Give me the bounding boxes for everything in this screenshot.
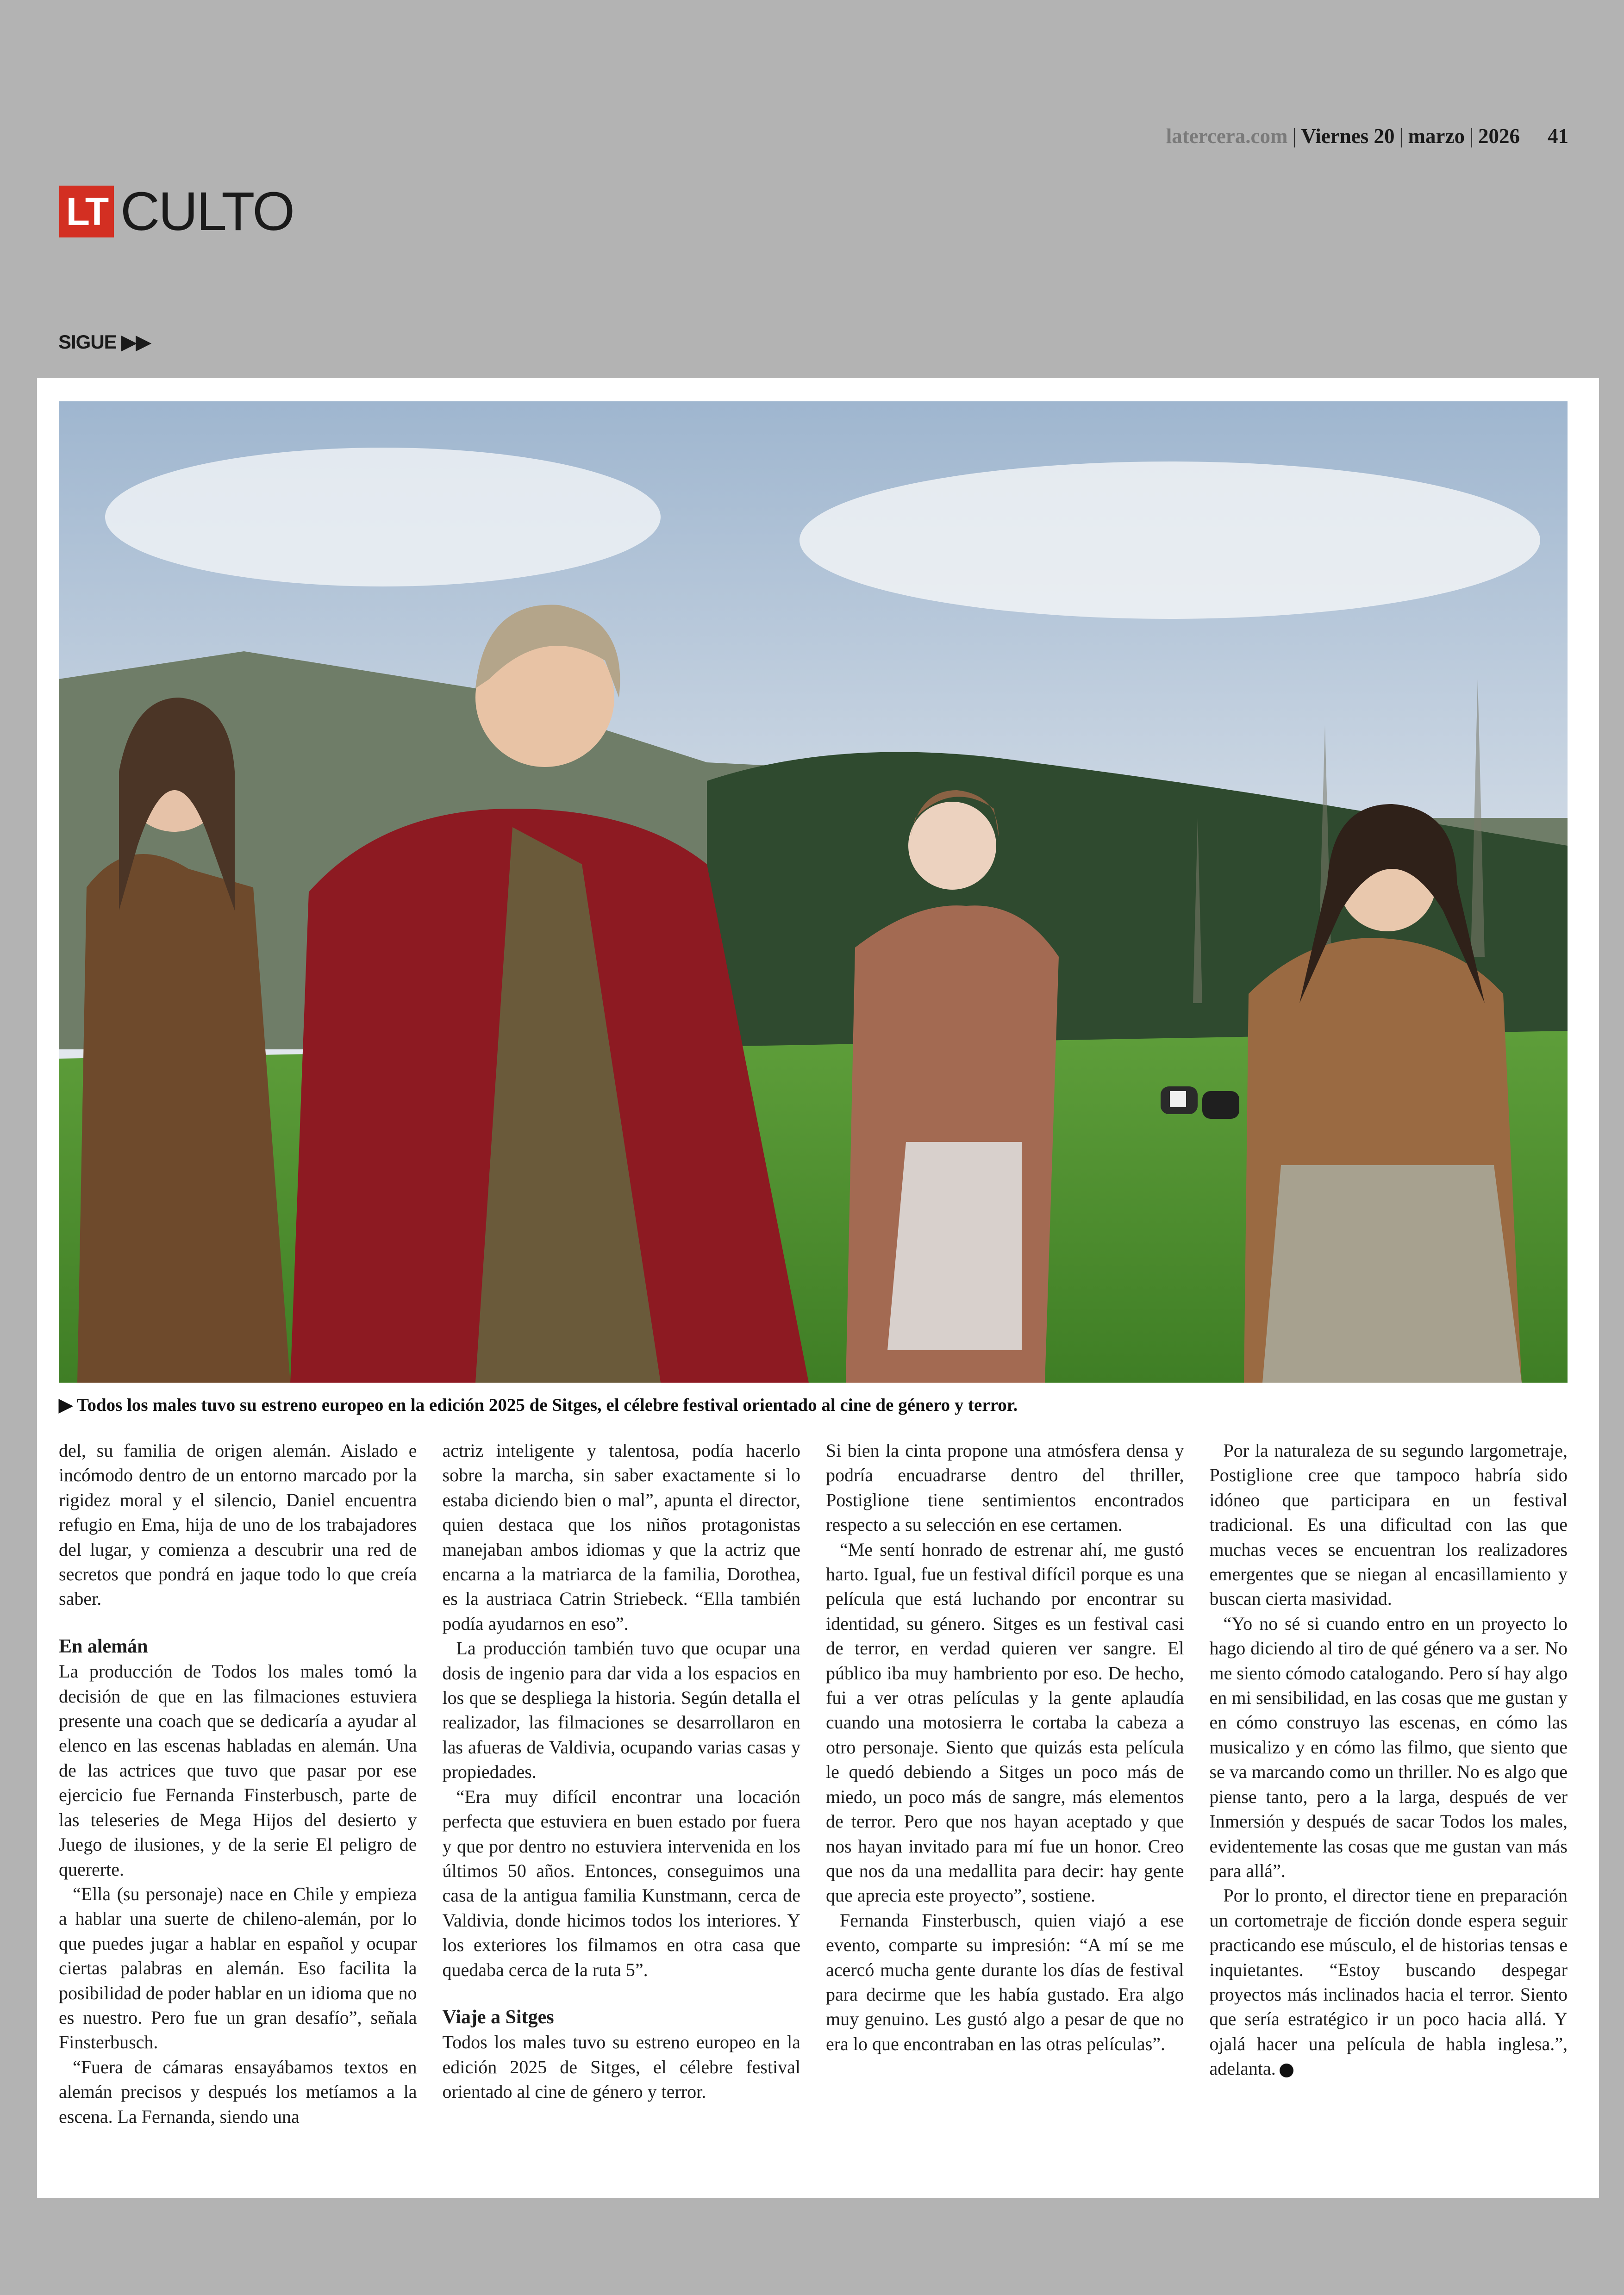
article-panel [37, 378, 1599, 2198]
paragraph: del, su familia de origen alemán. Aislado e incómodo dentro de un entorno marcado por la rigidez moral y el silencio, Daniel encuentra refugio en Ema, hija de uno de los trabajadores del lugar, y comienza a descubrir una red de secretos que pondrá en jaque todo lo que creía saber. [59, 1440, 417, 1609]
site-name[interactable]: latercera.com [1166, 125, 1288, 148]
logo-lt-box: LT [59, 186, 114, 237]
article-photo [59, 401, 1568, 1383]
page-header-dateline: latercera.com | Viernes 20 | marzo | 2026 41 [1166, 125, 1568, 148]
article-column-1 [59, 1438, 417, 2179]
header-day: Viernes 20 [1301, 125, 1395, 148]
page-number: 41 [1548, 125, 1568, 148]
paragraph: Fernanda Finsterbusch, quien viajó a ese evento, comparte su impresión: “A mí se me acercó mucha gente durante los días de festival para decirme que les había gustado. Era algo muy genuino. Les gustó algo a pesar de que no era lo que encontraban en las otras películas”. [826, 1909, 1184, 2054]
article-column-3 [826, 1438, 1184, 2179]
article-column-2 [443, 1438, 801, 2179]
header-year: 2026 [1478, 125, 1520, 148]
paragraph: Si bien la cinta propone una atmósfera densa y podría encuadrarse dentro del thriller, Postiglione tiene sentimientos encontrados respecto a su selección en ese certamen. [826, 1440, 1184, 1535]
sigue-label: SIGUE ▶▶ [58, 331, 150, 353]
article-columns [59, 1438, 1568, 2179]
subheading: Viaje a Sitges [442, 2006, 554, 2028]
paragraph: actriz inteligente y talentosa, podía hacerlo sobre la marcha, sin saber exactamente si lo estaba diciendo bien o mal”, apunta el director, quien destaca que los niños protagonistas manejaban ambos idiomas y que la actriz que encarna a la matriarca de la familia, Dorothea, es la austriaca Catrin Striebeck. “Ella también podía ayudarnos en eso”. [442, 1440, 800, 1634]
end-of-article-dot [1280, 2064, 1293, 2077]
subheading: En alemán [59, 1635, 148, 1657]
logo-word: CULTO [120, 181, 294, 242]
paragraph: “Fuera de cámaras ensayábamos textos en alemán precisos y después los metíamos a la escena. La Fernanda, siendo una [59, 2056, 417, 2127]
paragraph [1210, 1883, 1568, 2081]
paragraph: Por la naturaleza de su segundo largometraje, Postiglione cree que tampoco habría sido idóneo que participara en un festival tradicional. Es una dificultad con las que muchas veces se encuentran los realizadores emergentes que se niegan al encasillamiento y buscan cierta masividad. [1209, 1440, 1568, 1609]
paragraph: La producción de Todos los males tomó la decisión de que en las filmaciones estuviera presente una coach que se dedicaría a ayudar al elenco en las escenas habladas en alemán. Una de las actrices que tuvo que pasar por ese ejercicio fue Fernanda Finsterbusch, parte de las teleseries de Mega Hijos del desierto y Juego de ilusiones, y de la serie El peligro de quererte. [59, 1661, 417, 1880]
photo-illustration [59, 401, 1568, 1383]
paragraph-text: Por lo pronto, el director tiene en preparación un cortometraje de ficción donde espera seguir practicando ese músculo, el de historias tensas e inquietantes. “Estoy buscando despegar proyectos más inclinados hacia el terror. Siento que sería estratégico ir un poco hacia allá. Y ojalá hacer una película de habla inglesa.”, adelanta. [1209, 1885, 1568, 2079]
article-column-4 [1210, 1438, 1568, 2179]
paragraph: “Era muy difícil encontrar una locación perfecta que estuviera en buen estado por fuera y que por dentro no estuviera intervenida en los últimos 50 años. Entonces, conseguimos una casa de la antigua familia Kunstmann, cerca de Valdivia, donde hicimos todos los interiores. Y los exteriores los filmamos en otra casa que quedaba cerca de la ruta 5”. [442, 1786, 800, 1980]
paragraph: “Ella (su personaje) nace en Chile y empieza a hablar una suerte de chileno-alemán, por lo que puedes jugar a hablar en español y ocupar ciertas palabras en alemán. Eso facilita la posibilidad de poder hablar en un idioma que no es nuestro. Pero fue un gran desafío”, señala Finsterbusch. [59, 1883, 417, 2053]
paragraph: “Me sentí honrado de estrenar ahí, me gustó harto. Igual, fue un festival difícil porque es una película que está luchando por encontrar su identidad, su género. Sitges es un festival casi de terror, en verdad quieren ver sangre. El público iba muy hambriento por eso. De hecho, fui a ver otras películas y la gente aplaudía cuando una motosierra le cortaba la cabeza a otro personaje. Siento que quizás esta película le quedó debiendo a Sitges un poco más de miedo, un poco más de sangre, más elementos de terror. Pero que nos hayan aceptado y que nos hayan invitado para mí fue un honor. Creo que nos da una medallita para decir: hay gente que aprecia este proyecto”, sostiene. [826, 1539, 1184, 1906]
photo-caption: ▶ Todos los males tuvo su estreno europeo en la edición 2025 de Sitges, el célebre festival orientado al cine de género y terror. [59, 1395, 1018, 1415]
paragraph: “Yo no sé si cuando entro en un proyecto lo hago diciendo al tiro de qué género va a ser. No me siento cómodo catalogando. Pero sí hay algo en mi sensibilidad, en las cosas que me gustan y en cómo construyo las escenas, en cómo las musicalizo y en cómo las filmo, que siento que se va marcando como un thriller. No es algo que piense tanto, pero a la larga, después de ver Inmersión y después de sacar Todos los males, evidentemente las cosas que me gustan van más para allá”. [1209, 1613, 1568, 1881]
paragraph: Todos los males tuvo su estreno europeo en la edición 2025 de Sitges, el célebre festival orientado al cine de género y terror. [442, 2032, 800, 2102]
header-month: marzo [1408, 125, 1465, 148]
culto-logo [59, 181, 294, 242]
separator: | [1292, 125, 1297, 148]
paragraph: La producción también tuvo que ocupar una dosis de ingenio para dar vida a los espacios en los que se despliega la historia. Según detalla el realizador, las filmaciones se desarrollaron en las afueras de Valdivia, ocupando varias casas y propiedades. [442, 1638, 800, 1783]
